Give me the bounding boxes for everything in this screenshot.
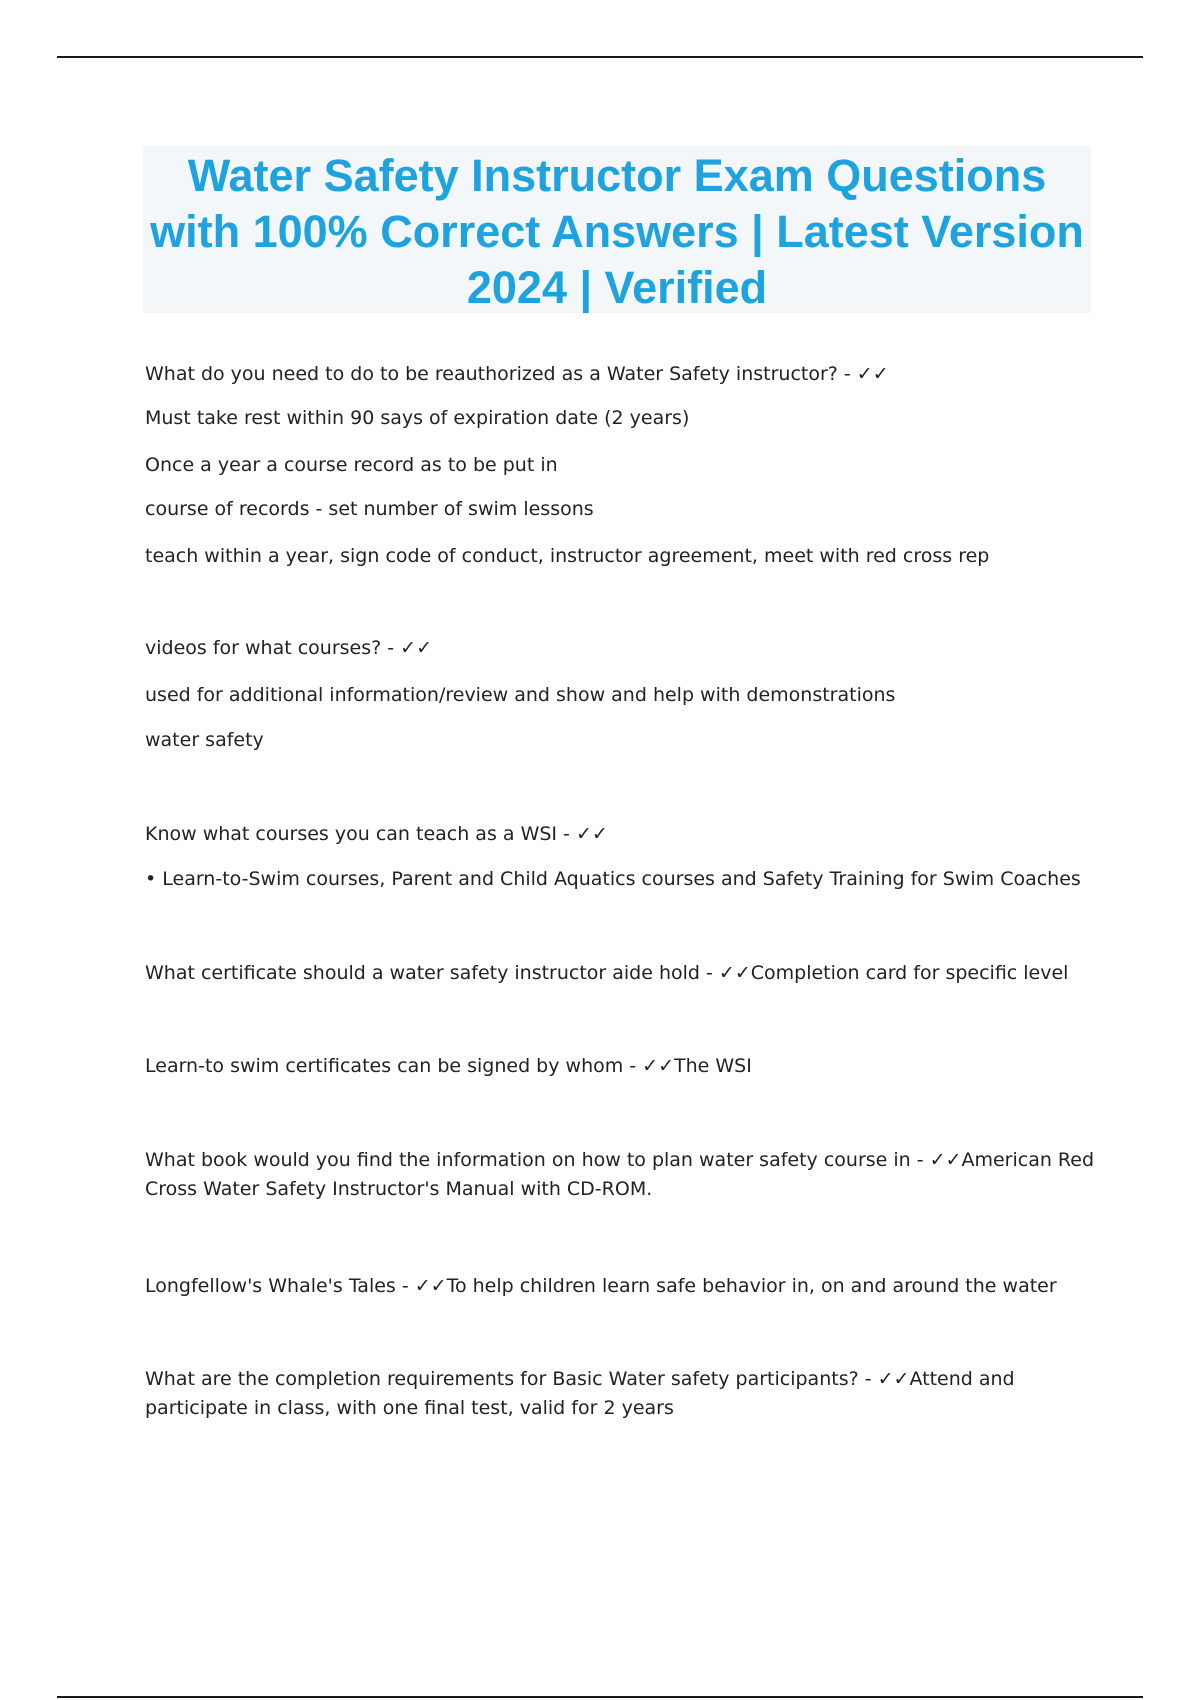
document-title: Water Safety Instructor Exam Questions with 100% Correct Answers | Latest Version 2024 | Verified	[150, 150, 1084, 313]
top-divider	[57, 56, 1143, 58]
answer-text: used for additional information/review and show and help with demonstrations	[145, 684, 896, 706]
question-answer-text: What book would you find the information on how to plan water safety course in - ✓✓American Red Cross Water Safety Instructor's Manual with CD-ROM.	[145, 1149, 1095, 1200]
question-answer-text: What are the completion requirements for Basic Water safety participants? - ✓✓Attend and participate in class, with one final test, valid for 2 years	[145, 1368, 1015, 1419]
answer-text: • Learn-to-Swim courses, Parent and Child Aquatics courses and Safety Training for Swim Coaches	[145, 868, 1081, 890]
answer-text: Must take rest within 90 says of expiration date (2 years)	[145, 407, 690, 429]
question-answer-text: What certificate should a water safety instructor aide hold - ✓✓Completion card for specific level	[145, 962, 1069, 984]
answer-text: Once a year a course record as to be put in	[145, 454, 558, 476]
answer-text: course of records - set number of swim lessons	[145, 498, 594, 520]
question-text: What do you need to do to be reauthorized as a Water Safety instructor? - ✓✓	[145, 363, 889, 385]
answer-text: teach within a year, sign code of conduct, instructor agreement, meet with red cross rep	[145, 545, 990, 567]
question-text: Know what courses you can teach as a WSI - ✓✓	[145, 823, 608, 845]
question-answer-text: Learn-to swim certificates can be signed by whom - ✓✓The WSI	[145, 1055, 752, 1077]
question-answer-text: Longfellow's Whale's Tales - ✓✓To help children learn safe behavior in, on and around the water	[145, 1275, 1057, 1297]
title-banner	[143, 146, 1091, 313]
answer-text: water safety	[145, 729, 264, 751]
bottom-divider	[57, 1696, 1143, 1698]
question-text: videos for what courses? - ✓✓	[145, 637, 432, 659]
